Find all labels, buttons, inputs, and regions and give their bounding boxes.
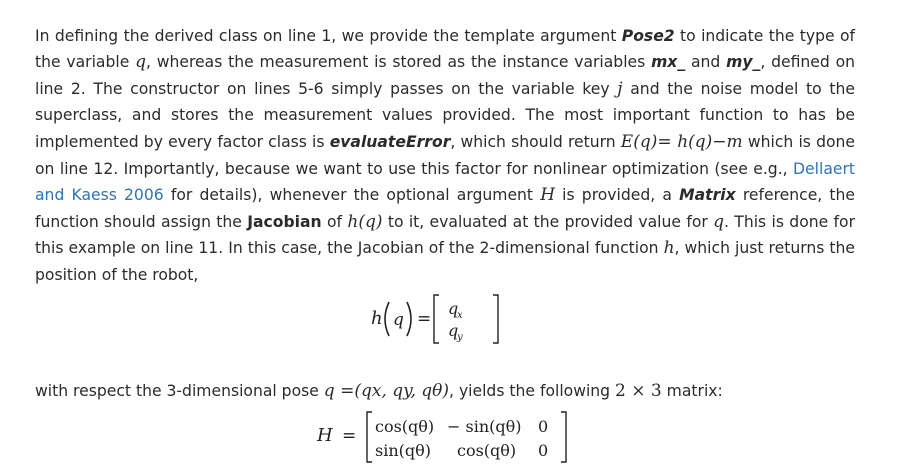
text-run: and the noise model to the superclass, and stores the measurement values provided. The most important function to has be implemented by every factor class is [35, 79, 855, 151]
text-run: . This is done for this example on line 11. In this case, the Jacobian of the 2-dimensional function [35, 212, 855, 258]
text-run: , which just returns the position of the robot, [35, 239, 855, 284]
text-run: matrix: [661, 381, 723, 400]
code-matrix: Matrix [679, 186, 736, 205]
vector-qy: q [448, 321, 459, 340]
math-q: q [135, 52, 146, 73]
text-run: is provided, a [555, 186, 680, 205]
eq-symbol-h: h [371, 308, 383, 329]
code-my: my_ [726, 53, 761, 72]
right-paren [407, 302, 411, 336]
text-run: and [685, 53, 727, 72]
text-run: , yields the following [449, 381, 616, 400]
math-h: h [663, 238, 675, 259]
text-run: for details), whenever the optional argument [163, 186, 541, 205]
code-mx: mx_ [651, 53, 686, 72]
math-pose: q =(qx, qy, qθ) [323, 380, 450, 401]
text-run: of [321, 212, 348, 231]
text-run: In defining the derived class on line 1, we provide the template argument [35, 26, 622, 45]
left-bracket [367, 412, 372, 462]
paragraph-pose [35, 378, 855, 405]
matrix-cell-r2c3: 0 [538, 441, 549, 460]
math-error-formula: E(q)= h(q)−m [620, 131, 743, 152]
eq-symbol-q: q [393, 310, 404, 330]
subscript-y: y [457, 332, 463, 343]
eq-symbol-H: H [317, 425, 333, 446]
vector-qx: q [448, 299, 459, 318]
right-bracket [561, 412, 566, 462]
subscript-x: x [457, 310, 463, 321]
text-run: , whereas the measurement is stored as the instance variables [146, 53, 652, 72]
paragraph-explanation [35, 23, 855, 289]
text-run: to it, evaluated at the provided value for [382, 212, 714, 231]
math-j: j [617, 78, 623, 99]
equals-sign: = [417, 309, 432, 329]
text-run: which is done on line 12. Importantly, because we want to use this factor for nonlinear optimization (see e.g., [35, 132, 855, 178]
math-hq: h(q) [347, 211, 383, 232]
math-q: q [713, 211, 724, 232]
equation-jacobian-matrix [312, 404, 582, 468]
text-run: , defined on line 2. The constructor on lines 5-6 simply passes on the variable key [35, 53, 855, 98]
code-evaluate-error: evaluateError [329, 132, 451, 151]
matrix-cell-r1c3: 0 [538, 417, 549, 436]
text-run: , which should return [450, 132, 621, 151]
text-run: with respect the 3-dimensional pose [35, 381, 324, 400]
code-pose2: Pose2 [621, 26, 675, 45]
equals-sign: = [342, 426, 357, 446]
matrix-cell-r1c2: − sin(qθ) [447, 417, 522, 436]
math-H: H [540, 185, 556, 206]
math-dims: 2 × 3 [615, 380, 662, 401]
text-run: reference, the function should assign the [35, 186, 855, 231]
matrix-cell-r2c2: cos(qθ) [457, 441, 517, 460]
text-run: to indicate the type of the variable [35, 26, 855, 72]
right-bracket [493, 295, 498, 343]
term-jacobian: Jacobian [247, 212, 322, 231]
matrix-cell-r2c1: sin(qθ) [375, 441, 431, 460]
left-bracket [434, 295, 439, 343]
citation-link[interactable]: Dellaert and Kaess 2006 [35, 159, 855, 205]
equation-h-of-q [370, 288, 530, 348]
matrix-cell-r1c1: cos(qθ) [375, 417, 435, 436]
left-paren [385, 302, 389, 336]
